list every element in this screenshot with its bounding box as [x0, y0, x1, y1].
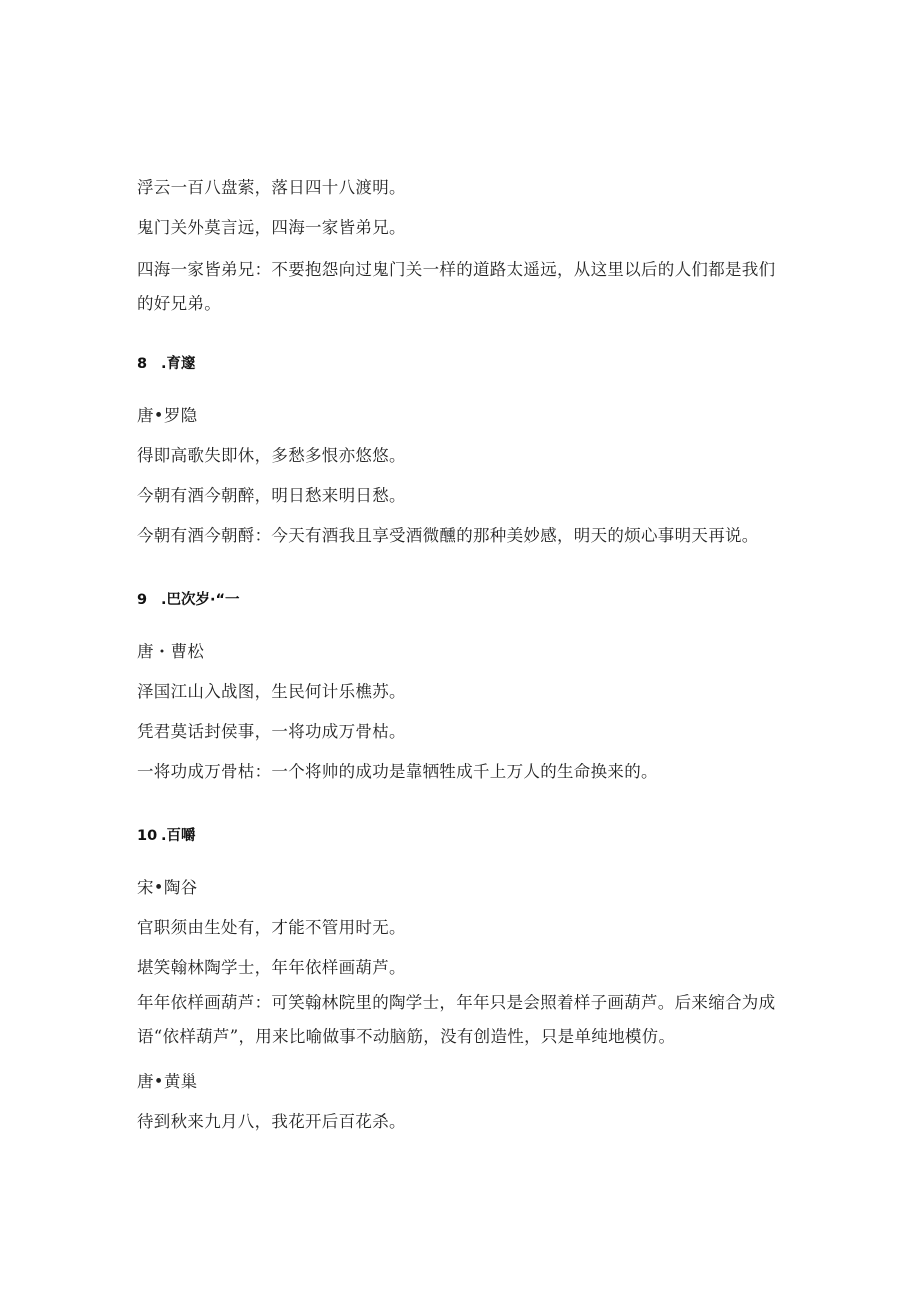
poem-line: 泽国江山入战图，生民何计乐樵苏。 [137, 682, 406, 701]
section-heading [137, 354, 196, 374]
poem-explanation: 今朝有酒今朝酹：今天有酒我且享受酒微醺的那种美妙感，明天的烦心事明天再说。 [137, 526, 759, 545]
poem-author: 唐•罗隐 [137, 406, 198, 425]
poem-line: 官职须由生处有，才能不管用时无。 [137, 918, 406, 937]
section-heading [137, 826, 196, 846]
poem-author: 宋•陶谷 [137, 878, 198, 897]
section-title: .巴次岁·“一 [161, 592, 240, 608]
poem-line: 堪笑翰林陶学士，年年依样画葫芦。 [137, 958, 406, 977]
poem-line: 凭君莫话封侯事，一将功成万骨枯。 [137, 722, 406, 741]
poem-author: 唐・曹松 [137, 642, 205, 661]
poem-explanation: 四海一家皆弟兄：不要抱怨向过鬼门关一样的道路太遥远，从这里以后的人们都是我们的好兄弟。 [137, 260, 776, 313]
poem-explanation: 一将功成万骨枯：一个将帅的成功是靠牺牲成千上万人的生命换来的。 [137, 762, 658, 781]
section-title: .育邃 [161, 356, 196, 372]
section-number: 9 [137, 592, 148, 608]
poem-line: 今朝有酒今朝醉，明日愁来明日愁。 [137, 486, 406, 505]
section-title: .百嚼 [161, 828, 196, 844]
poem-line: 鬼门关外莫言远，四海一家皆弟兄。 [137, 218, 406, 237]
poem-line: 得即高歌失即休，多愁多恨亦悠悠。 [137, 446, 406, 465]
poem-line: 待到秋来九月八，我花开后百花杀。 [137, 1112, 406, 1131]
section-number: 10 [137, 828, 158, 844]
poem-explanation: 年年依样画葫芦：可笑翰林院里的陶学士，年年只是会照着样子画葫芦。后来缩合为成语“依样葫芦”，用来比喻做事不动脑筋，没有创造性，只是单纯地模仿。 [137, 993, 776, 1046]
section-heading [137, 590, 240, 610]
section-number: 8 [137, 356, 148, 372]
poem-line: 浮云一百八盘萦，落日四十八渡明。 [137, 178, 406, 197]
poem-author: 唐•黄巢 [137, 1072, 198, 1091]
